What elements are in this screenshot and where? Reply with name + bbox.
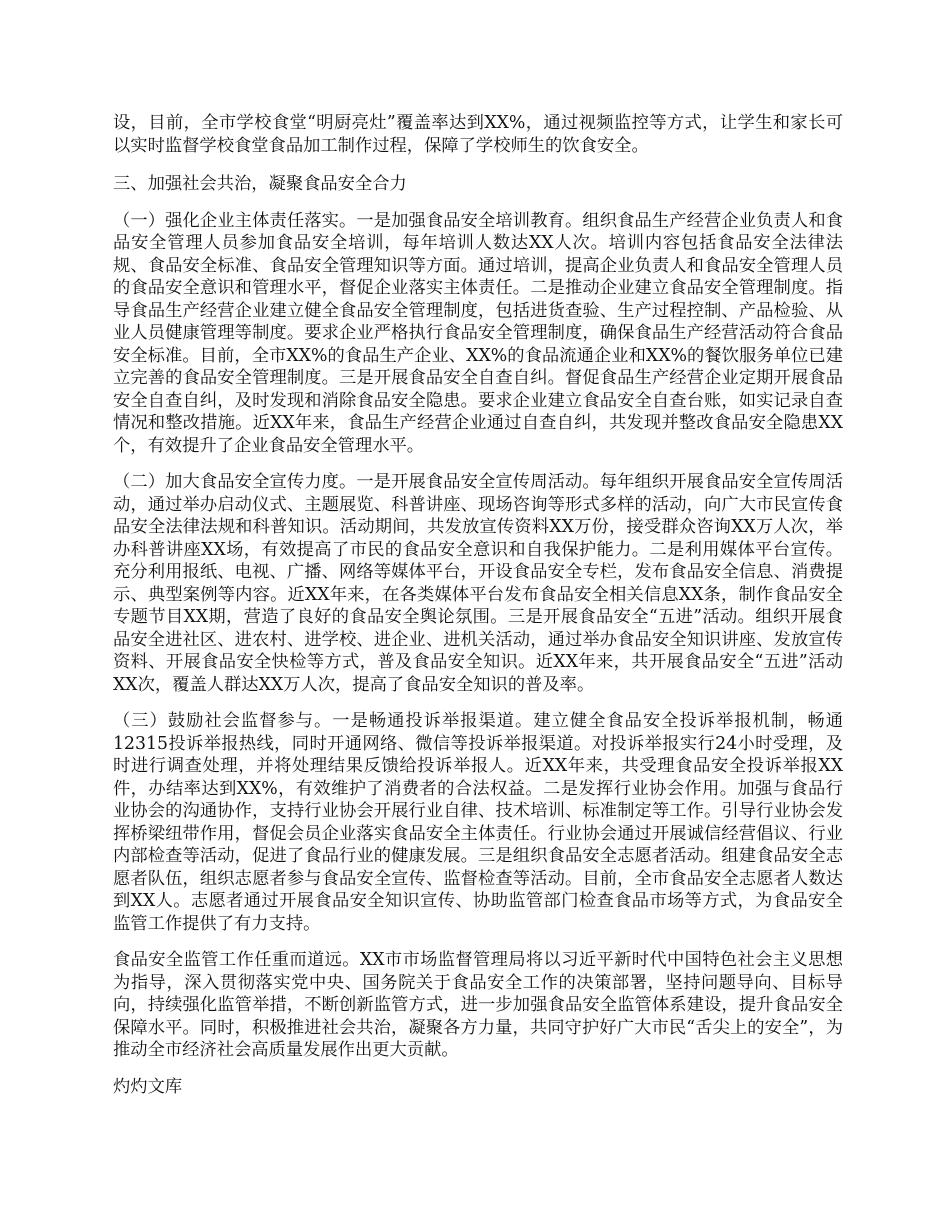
document-page	[113, 112, 843, 1098]
footer-source-label: 灼灼文库	[113, 1076, 183, 1097]
paragraph-conclusion: 食品安全监管工作任重而道远。XX市市场监督管理局将以习近平新时代中国特色社会主义思想为指导，深入贯彻落实党中央、国务院关于食品安全工作的决策部署，坚持问题导向、目标导向，持续强化监管举措，不断创新监管方式，进一步加强食品安全监管体系建设，提升食品安全保障水平。同时，积极推进社会共治，凝聚各方力量，共同守护好广大市民“舌尖上的安全”，为推动全市经济社会高质量发展作出更大贡献。	[113, 950, 843, 1060]
paragraph-enterprise-responsibility: （一）强化企业主体责任落实。一是加强食品安全培训教育。组织食品生产经营企业负责人和食品安全管理人员参加食品安全培训，每年培训人数达XX人次。培训内容包括食品安全法律法规、食品安全标准、食品安全管理知识等方面。通过培训，提高企业负责人和食品安全管理人员的食品安全意识和管理水平，督促企业落实主体责任。二是推动企业建立食品安全管理制度。指导食品生产经营企业建立健全食品安全管理制度，包括进货查验、生产过程控制、产品检验、从业人员健康管理等制度。要求企业严格执行食品安全管理制度，确保食品生产经营活动符合食品安全标准。目前，全市XX%的食品生产企业、XX%的食品流通企业和XX%的餐饮服务单位已建立完善的食品安全管理制度。三是开展食品安全自查自纠。督促食品生产经营企业定期开展食品安全自查自纠，及时发现和消除食品安全隐患。要求企业建立食品安全自查台账，如实记录自查情况和整改措施。近XX年来，食品生产经营企业通过自查自纠，共发现并整改食品安全隐患XX个，有效提升了企业食品安全管理水平。	[113, 210, 843, 456]
paragraph-school-canteen-continuation: 设，目前，全市学校食堂“明厨亮灶”覆盖率达到XX%，通过视频监控等方式，让学生和家长可以实时监督学校食堂食品加工制作过程，保障了学校师生的饮食安全。	[113, 113, 843, 156]
paragraph-publicity: （二）加大食品安全宣传力度。一是开展食品安全宣传周活动。每年组织开展食品安全宣传周活动，通过举办启动仪式、主题展览、科普讲座、现场咨询等形式多样的活动，向广大市民宣传食品安全法律法规和科普知识。活动期间，共发放宣传资料XX万份，接受群众咨询XX万人次，举办科普讲座XX场，有效提高了市民的食品安全意识和自我保护能力。二是利用媒体平台宣传。充分利用报纸、电视、广播、网络等媒体平台，开设食品安全专栏，发布食品安全信息、消费提示、典型案例等内容。近XX年来，在各类媒体平台发布食品安全相关信息XX条，制作食品安全专题节目XX期，营造了良好的食品安全舆论氛围。三是开展食品安全“五进”活动。组织开展食品安全进社区、进农村、进学校、进企业、进机关活动，通过举办食品安全知识讲座、发放宣传资料、开展食品安全快检等方式，普及食品安全知识。近XX年来，共开展食品安全“五进”活动XX次，覆盖人群达XX万人次，提高了食品安全知识的普及率。	[113, 472, 843, 695]
paragraph-social-supervision: （三）鼓励社会监督参与。一是畅通投诉举报渠道。建立健全食品安全投诉举报机制，畅通12315投诉举报热线，同时开通网络、微信等投诉举报渠道。对投诉举报实行24小时受理，及时进行调查处理，并将处理结果反馈给投诉举报人。近XX年来，共受理食品安全投诉举报XX件，办结率达到XX%，有效维护了消费者的合法权益。二是发挥行业协会作用。加强与食品行业协会的沟通协作，支持行业协会开展行业自律、技术培训、标准制定等工作。引导行业协会发挥桥梁纽带作用，督促会员企业落实食品安全主体责任。行业协会通过开展诚信经营倡议、行业内部检查等活动，促进了食品行业的健康发展。三是组织食品安全志愿者活动。组建食品安全志愿者队伍，组织志愿者参与食品安全宣传、监督检查等活动。目前，全市食品安全志愿者人数达到XX人。志愿者通过开展食品安全知识宣传、协助监管部门检查食品市场等方式，为食品安全监管工作提供了有力支持。	[113, 711, 843, 934]
section-heading-social-governance: 三、加强社会共治，凝聚食品安全合力	[113, 174, 407, 194]
